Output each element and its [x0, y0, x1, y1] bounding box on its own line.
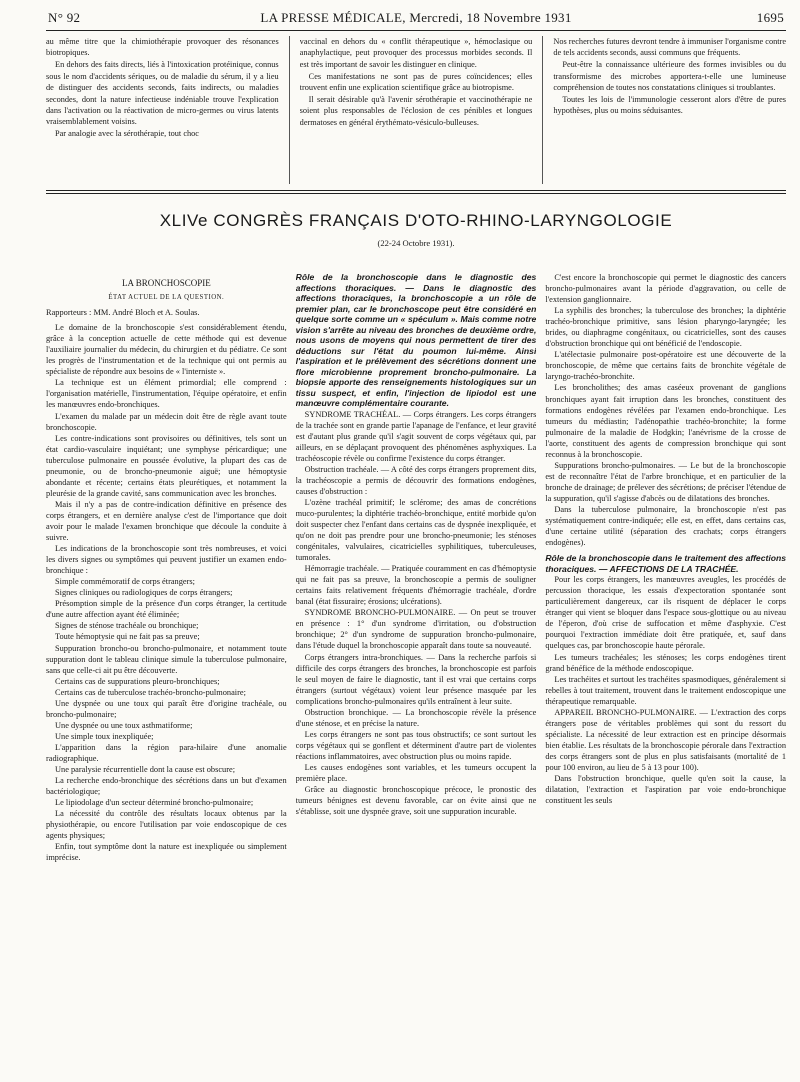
list-item: Une dyspnée ou une toux asthmatiforme; [55, 720, 193, 730]
paragraph: Les tumeurs trachéales; les sténoses; les corps endogènes tirent grand bénéfice de la méthode endoscopique. [545, 652, 787, 673]
paragraph: Il serait désirable qu'à l'avenir sérothérapie et vaccinothérapie ne soient plus responsables de l'éclosion de ces pénibles et longues dermatoses en général érythémato-vésiculo-bulleuses. [299, 95, 533, 127]
paragraph: Corps étrangers intra-bronchiques. — Dans la recherche parfois si difficile des corps étrangers des bronches, la bronchoscopie est parfois le seul moyen de faire le diagnostic, tant il est vrai que certains corps étrangers (surtout végétaux) voient leur présence masquée par les complications broncho-pulmonaires qu'ils entraînent à leur suite. [295, 652, 537, 706]
top-column-1 [46, 36, 279, 184]
section-heading-paragraph: Rôle de la bronchoscopie dans le traitement des affections thoraciques. — AFFECTIONS DE LA TRACHÉE. [545, 553, 787, 574]
list-item: La recherche endo-bronchique des sécrétions dans un but d'examen bactériologique; [46, 776, 287, 797]
paragraph: Peut-être la connaissance ultérieure des formes invisibles ou du transformisme des microbes apportera-t-elle une lumineuse compréhension de toutes nos constatations cliniques si troublantes. [553, 60, 787, 93]
masthead [46, 8, 786, 31]
main-column-2 [296, 272, 537, 1076]
congress-title: XLIVe CONGRÈS FRANÇAIS D'OTO-RHINO-LARYNGOLOGIE [159, 211, 673, 230]
section-heading-paragraph: Rôle de la bronchoscopie dans le diagnostic des affections thoraciques. — Dans le diagnostic des affections thoraciques, la bronchoscopie a un rôle de premier plan, car le bronchoscope peut être considéré en quelque sorte comme un « spéculum ». Mais comme notre vision s'arrête au niveau des bronches de deuxième ordre, nous usons de moyens qui nous permettent de tirer des déductions sur l'état du poumon lui-même. Ainsi l'aspiration et le prélèvement des sécrétions donnent une flore microbienne proprement broncho-pulmonaire. La biopsie apporte des renseignements histologiques sur un tissu suspect, et enfin, l'injection de lipiodol est une manœuvre complémentaire courante. [295, 272, 537, 408]
journal-title: LA PRESSE MÉDICALE, Mercredi, 18 Novembre 1931 [260, 10, 572, 25]
top-column-3 [553, 36, 786, 184]
column-divider [542, 36, 543, 184]
paragraph: Ces manifestations ne sont pas de pures coïncidences; elles trouvent enfin une explication scientifique grâce au biotropisme. [299, 71, 533, 93]
paragraph: Les indications de la bronchoscopie sont très nombreuses, et voici les divers signes ou symptômes qui peuvent justifier un examen endo-bronchique : [46, 544, 287, 576]
paragraph: Le domaine de la bronchoscopie s'est considérablement étendu, grâce à la conception actuelle de cette méthode qui est devenue l'auxiliaire journalier du médecin, du chirurgien et du pédiatre. Ce sont les progrès de l'instrumentation et de la technique qui ont permis au spécialiste de répondre aux besoins de « l'interniste ». [46, 323, 287, 377]
list-item: Certains cas de suppurations pleuro-bronchiques; [55, 676, 220, 686]
paragraph: Les broncholithes; des amas caséeux provenant de ganglions bronchiques ayant fait irruption dans les bronches, constituent des formations endogènes révélées par l'examen endo-bronchique. Les tumeurs du médiastin; l'adénopathie trachéo-bronchite; la forme pulmonaire de la maladie de Hodgkin; l'anévrisme de la crosse de l'aorte, constituent des agents de compression bronchique qui sont reconnus à la bronchoscopie. [545, 383, 787, 459]
paragraph: APPAREIL BRONCHO-PULMONAIRE. — L'extraction des corps étrangers pose de véritables problèmes qui sont du ressort du spécialiste. La nécessité de leur extraction est en principe désormais bien établie. Les résultats de la bronchoscopie péroralе dans l'extraction des corps étrangers sont de plus en plus satisfaisants (mortalité de 1 pour 100 environ, au lieu de 5 à 13 pour 100). [545, 707, 787, 772]
paragraph: Les causes endogènes sont variables, et les tumeurs occupent la première place. [295, 763, 537, 784]
paragraph: Les corps étrangers ne sont pas tous obstructifs; ce sont surtout les corps végétaux qui se gonflent et déterminent d'autre part de violentes réactions inflammatoires, avec obstruction plus ou moins rapide. [295, 729, 537, 761]
paragraph: Pour les corps étrangers, les manœuvres aveugles, les procédés de percussion thoracique, les essais d'expectoration spontanée sont particulièrement dangereux, car ils risquent de déplacer le corps étranger qui vient se bloquer dans l'espace sous-glottique ou au niveau de l'éperon, d'où crise de suffocation et même d'asphyxie. C'est pourquoi l'extraction immédiate doit être pratiquée, et, sauf dans quelques cas, par bronchoscopie haute péroralе. [545, 575, 787, 651]
paragraph: Nos recherches futures devront tendre à immuniser l'organisme contre de tels accidents seconds, aussi communs que fréquents. [553, 37, 787, 58]
top-column-2 [300, 36, 533, 184]
list-item: L'apparition dans la région para-hilaire d'une anomalie radiographique. [46, 742, 287, 763]
list-item: Une simple toux inexpliquée; [55, 731, 154, 741]
page-number: 1695 [756, 10, 784, 25]
article-heading: LA BRONCHOSCOPIE [121, 278, 211, 288]
paragraph: L'examen du malade par un médecin doit être de règle avant toute bronchoscopie. [46, 411, 287, 432]
paragraph: Toutes les lois de l'immunologie cesseront alors d'être de pures hypothèses, plus ou moins séduisantes. [553, 95, 787, 116]
paragraph: Dans l'obstruction bronchique, quelle qu'en soit la cause, la dilatation, l'extraction et l'aspiration par voie endo-bronchique constituent les seuls [545, 774, 787, 806]
paragraph: L'ozène trachéal primitif; le sclérome; des amas de concrétions muco-purulentes; la diphtérie trachéo-bronchique, entité morbide qu'on doit suspecter chez l'enfant dans certains cas de dyspnée inexpliquée, et qu'on ne doit pas prendre pour une broncho-pneumonie; les sténoses congénitales, valvulaires, cicatricielles syphilitiques, tuberculeuses, tumorales. [295, 497, 537, 563]
list-item: Une dyspnée ou une toux qui paraît être d'origine trachéale, ou broncho-pulmonaire; [46, 698, 287, 719]
paragraph: Les trachéites et surtout les trachéites spasmodiques, généralement si rebelles à tout traitement, trouvent dans le traitement endoscopique une thérapeutique remarquable. [545, 674, 787, 706]
list-item: Le lipiodolage d'un secteur déterminé broncho-pulmonaire; [55, 798, 254, 808]
paragraph: Obstruction bronchique. — La bronchoscopie révèle la présence d'une sténose, et en précise la nature. [295, 707, 537, 728]
list-item: Suppuration broncho-ou broncho-pulmonaire, et notamment toute suppuration dont le tableau clinique simule la tuberculose pulmonaire, sans que celle-ci ait pu être découverte. [46, 643, 287, 675]
paragraph: Dans la tuberculose pulmonaire, la bronchoscopie n'est pas systématiquement contre-indiquée; elle est, en effet, dans certains cas, d'une certaine utilité (séparation des crachats; corps étrangers endogènes). [545, 504, 787, 548]
paragraph: Les contre-indications sont provisoires ou définitives, tels sont un état cardio-vasculaire inquiétant; une symphyse péricardique; une tuberculose pulmonaire en poussée évolutive, la plupart des cas de pneumonie, ou de broncho-pneumonie aiguë; une hémoptysie abondante et récente; certains états pleurétiques, et notamment la pleurésie de la grande cavité, sans communication avec les bronches. [46, 433, 287, 498]
article-rapporteurs: Rapporteurs : MM. André Bloch et A. Soulas. [46, 308, 200, 318]
paragraph: vaccinal en dehors du « conflit thérapeutique », hémoclasique ou anaphylactique, peut provoquer des processus morbides seconds. Il est très important de savoir les distinguer en clinique. [299, 37, 533, 69]
section-rule [46, 193, 786, 194]
list-item: Enfin, tout symptôme dont la nature est inexpliquée ou simplement imprécise. [46, 842, 287, 863]
paragraph: En dehors des faits directs, liés à l'intoxication protéinique, connus sous le nom d'accidents sériques, ou de maladie du sérum, il y a lieu de distinguer des accidents seconds, faits indirects, ou maladies secondes, dont la nature infectieuse indéniable trouve l'explication dans l'activation ou la réactivation de micro-germes ou virus latents vraisemblablement voisins. [46, 60, 279, 127]
paragraph: Grâce au diagnostic bronchoscopique précoce, le pronostic des tumeurs bénignes est devenu favorable, car on évite ainsi que ne s'établisse, soit une dyspnée grave, soit une suppuration incurable. [295, 785, 537, 817]
paragraph: SYNDROME TRACHÉAL. — Corps étrangers. Les corps étrangers de la trachée sont en grande partie l'apanage de l'enfance, et leur gravité est d'autant plus grande qu'il s'agit souvent de corps végétaux qui, par ailleurs, en se déplaçant provoquent des phénomènes asphyxiques. La trachéoscopie révèle ou confirme l'existence du corps étranger. [295, 409, 537, 463]
congress-dates: (22-24 Octobre 1931). [377, 238, 455, 248]
paragraph: L'atélectasie pulmonaire post-opératoire est une découverte de la bronchoscopie, de même que certains faits de bronchite végétale de laryngo-trachéo-bronchite. [545, 350, 787, 382]
paragraph: Hémorragie trachéale. — Pratiquée couramment en cas d'hémoptysie qui ne fait pas sa preuve, la bronchoscopie a permis de souligner certains faits relativement fréquents d'hémorragie trachéale, d'ordre banal (état fissuraire; érosions; ulcérations). [295, 564, 537, 607]
article-subheading: ÉTAT ACTUEL DE LA QUESTION. [108, 294, 225, 302]
list-item: Certains cas de tuberculose trachéo-broncho-pulmonaire; [55, 687, 246, 697]
paragraph: SYNDROME BRONCHO-PULMONAIRE. — On peut se trouver en présence : 1° d'un syndrome d'irritation, ou d'obstruction bronchique; 2° d'un syndrome de suppuration broncho-pulmonaire, dans l'étude duquel la bronchoscopie apparaît dans toute sa nouveauté. [295, 608, 537, 651]
paragraph: au même titre que la chimiothérapie provoquer des résonances biotropiques. [46, 37, 279, 58]
list-item: Toute hémoptysie qui ne fait pas sa preuve; [55, 632, 200, 642]
column-divider [289, 36, 290, 184]
issue-number: N° 92 [48, 10, 81, 25]
paragraph: Suppurations broncho-pulmonaires. — Le but de la bronchoscopie est de reconnaître l'état de l'arbre bronchique, et en particulier de la bronche de drainage; de prélever des sécrétions; de préciser l'étendue de la suppuration, qu'il s'agisse d'abcès ou de dilatations des bronches. [545, 460, 787, 503]
list-item: La nécessité du contrôle des résultats locaux obtenus par la physiothérapie, ou encore l'utilisation par voie endoscopique de ces agents physiques; [46, 809, 287, 841]
list-item: Signes cliniques ou radiologiques de corps étrangers; [55, 588, 233, 598]
paragraph: Obstruction trachéale. — A côté des corps étrangers proprement dits, la trachéoscopie a permis de découvrir des formations endogènes, causes d'obstruction : [295, 464, 537, 496]
top-columns [46, 36, 786, 184]
paragraph: La syphilis des bronches; la tuberculose des bronches; la diphtérie trachéo-bronchique primitive, sans lésion pharyngo-laryngée; les brides, ou diaphragme congénitaux, ou cicatricielles, sont des causes d'obstruction bronchique qui ont bénéficié de l'endoscopie. [545, 306, 787, 349]
list-item: Une paralysie récurrentielle dont la cause est obscure; [55, 765, 236, 775]
main-column-1 [46, 272, 287, 1076]
paragraph: Mais il n'y a pas de contre-indication définitive en présence des corps étrangers, et en dernière analyse c'est de l'importance que doit avoir pour le malade l'examen bronchique que découle la conduite à suivre. [46, 499, 287, 543]
article-body [46, 272, 786, 1076]
main-column-3 [545, 272, 786, 1076]
paragraph: C'est encore la bronchoscopie qui permet le diagnostic des cancers broncho-pulmonaires avant la période d'aggravation, ou celle de l'extension ganglionnaire. [545, 273, 787, 305]
list-item: Présomption simple de la présence d'un corps étranger, la certitude d'une autre affection ayant été éliminée; [46, 599, 287, 620]
section-rule [46, 190, 786, 191]
paragraph: La technique est un élément primordial; elle comprend : l'organisation matérielle, l'instrumentation, l'équipe opératoire, et enfin les manœuvres endo-bronchiques. [46, 378, 287, 410]
list-item: Simple commémoratif de corps étrangers; [55, 577, 195, 587]
list-item: Signes de sténose trachéale ou bronchique; [55, 621, 199, 631]
paragraph: Par analogie avec la sérothérapie, tout choc [55, 129, 199, 139]
